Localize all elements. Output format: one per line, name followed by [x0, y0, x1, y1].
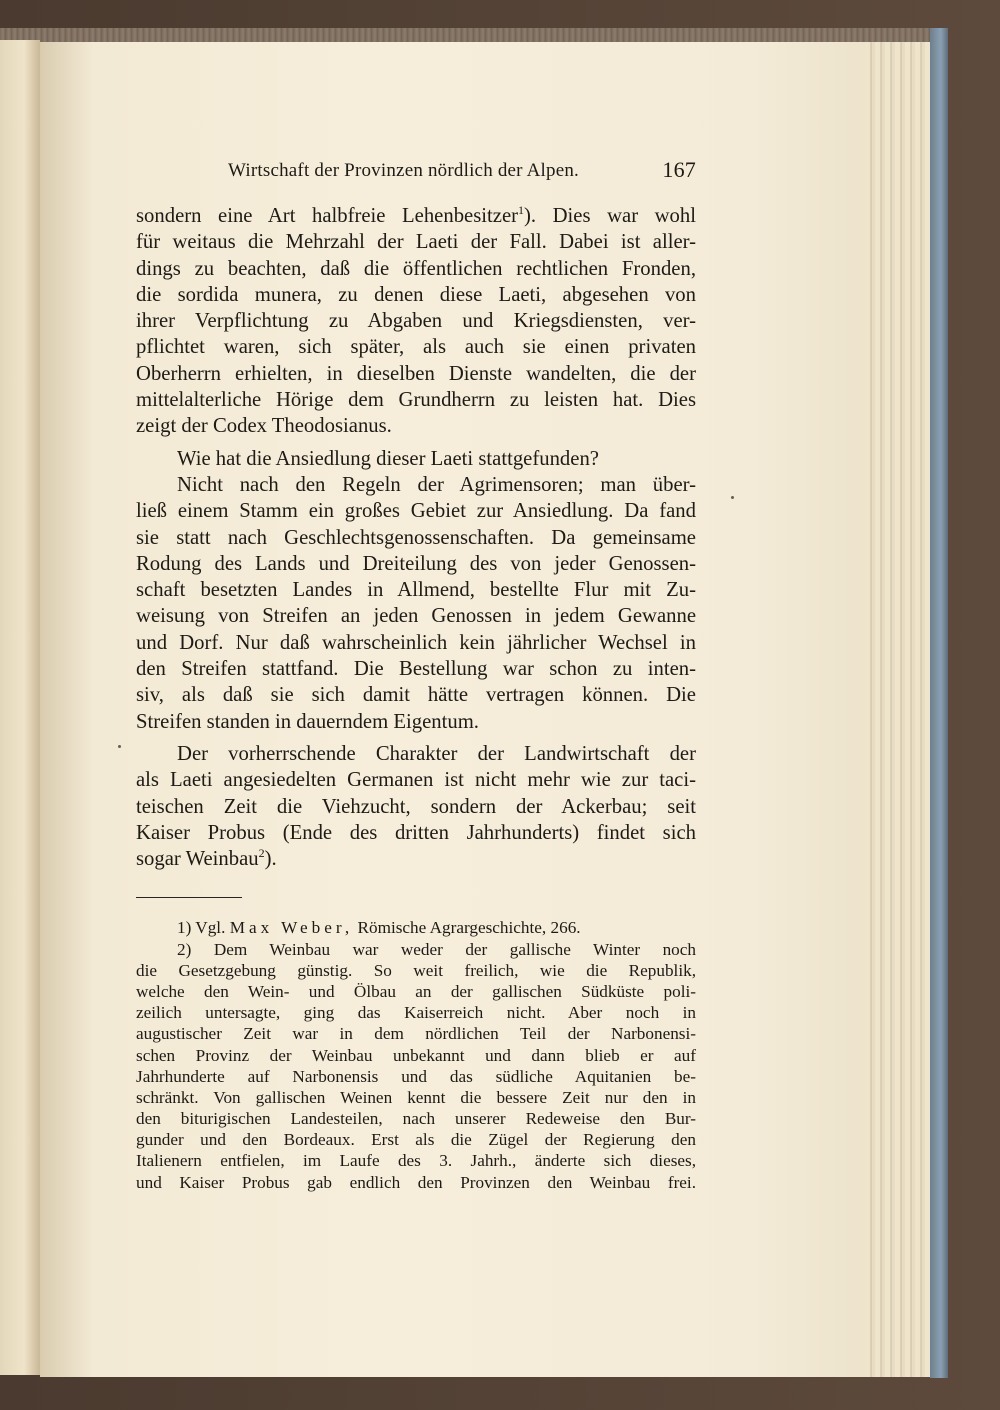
text-line: den Streifen stattfand. Die Bestellung war schon zu inten-: [136, 658, 696, 681]
footnote-2-line: Italienern entfielen, im Laufe des 3. Jahrh., änderte sich dieses,: [136, 1151, 696, 1171]
book-cover-top-edge: [0, 28, 948, 42]
text-line: pflichtet waren, sich später, als auch sie einen privaten: [136, 336, 696, 359]
footnote-2-line: und Kaiser Probus gab endlich den Provinzen den Weinbau frei.: [136, 1172, 696, 1192]
footnote-ref: 1: [518, 203, 525, 218]
text-line: Kaiser Probus (Ende des dritten Jahrhunderts) findet sich: [136, 821, 696, 844]
text-line: sogar Weinbau$^2$).: [136, 846, 277, 871]
footnote-separator: [136, 897, 242, 898]
text-line: die sordida munera, zu denen diese Laeti, abgesehen von: [136, 283, 696, 306]
text-line: mittelalterliche Hörige dem Grundherrn zu leisten hat. Dies: [136, 389, 696, 412]
text-line: siv, als daß sie sich damit hätte vertragen können. Die: [136, 684, 696, 707]
footnote-ref: 2: [258, 846, 265, 861]
text-line: Streifen standen in dauerndem Eigentum.: [136, 710, 479, 733]
text-line: zeigt der Codex Theodosianus.: [136, 415, 392, 438]
footnote-2-line: die Gesetzgebung günstig. So weit freilich, wie die Republik,: [136, 960, 696, 980]
running-head: [136, 155, 696, 191]
footnote-2-line: welche den Wein- und Ölbau an der gallischen Südküste poli-: [136, 981, 696, 1001]
speck: [118, 745, 121, 748]
footnote-2-line: schränkt. Von gallischen Weinen kennt die bessere Zeit nur den in: [136, 1087, 696, 1107]
running-title: Wirtschaft der Provinzen nördlich der Alpen.: [228, 160, 579, 181]
text-line: und Dorf. Nur daß wahrscheinlich kein jährlicher Wechsel in: [136, 631, 696, 654]
speck: [731, 496, 734, 499]
footnote-2-line: zeilich untersagte, ging das Kaiserreich nicht. Aber noch in: [136, 1003, 696, 1023]
footnote-1: 1) Vgl. Max Weber, Römische Agrargeschichte, 266.: [177, 918, 581, 938]
text-line: teischen Zeit die Viehzucht, sondern der Ackerbau; seit: [136, 795, 696, 818]
footnote-2-line: augustischer Zeit war in dem nördlichen Teil der Narbonensi-: [136, 1024, 696, 1044]
text-line: Nicht nach den Regeln der Agrimensoren; man über-: [177, 473, 696, 496]
page-stack-edges: [865, 42, 940, 1377]
text-line: ihrer Verpflichtung zu Abgaben und Kriegsdiensten, ver-: [136, 310, 696, 333]
footnote-2-line: gunder und den Bordeaux. Erst als die Zügel der Regierung den: [136, 1130, 696, 1150]
text-line: Rodung des Lands und Dreiteilung des von jeder Genossen-: [136, 552, 696, 575]
text-line: dings zu beachten, daß die öffentlichen rechtlichen Fronden,: [136, 257, 696, 280]
footnote-2-line: den biturigischen Landesteilen, nach unserer Redeweise den Bur-: [136, 1109, 696, 1129]
text-line: weisung von Streifen an jeden Genossen in jedem Gewanne: [136, 605, 696, 628]
text-line: schaft besetzten Landes in Allmend, bestellte Flur mit Zu-: [136, 579, 696, 602]
text-line: sie statt nach Geschlechtsgenossenschaften. Da gemeinsame: [136, 526, 696, 549]
left-page-edge: [0, 40, 40, 1375]
text-block: [136, 155, 696, 1193]
footnote-2-line: schen Provinz der Weinbau unbekannt und dann blieb er auf: [136, 1045, 696, 1065]
footnotes: [136, 917, 696, 1192]
text-line: Der vorherrschende Charakter der Landwirtschaft der: [177, 742, 696, 765]
body-text: [136, 203, 696, 872]
text-line: Oberherrn erhielten, in dieselben Dienste wandelten, die der: [136, 362, 696, 385]
text-line: für weitaus die Mehrzahl der Laeti der Fall. Dabei ist aller-: [136, 231, 696, 254]
text-line: Wie hat die Ansiedlung dieser Laeti stattgefunden?: [177, 447, 599, 470]
text-line: als Laeti angesiedelten Germanen ist nicht mehr wie zur taci-: [136, 769, 696, 792]
page-number: 167: [662, 157, 696, 182]
footnote-2-line: 2) Dem Weinbau war weder der gallische Winter noch: [177, 939, 696, 959]
footnote-2-line: Jahrhunderte auf Narbonensis und das südliche Aquitanien be-: [136, 1066, 696, 1086]
text-line: ließ einem Stamm ein großes Gebiet zur Ansiedlung. Da fand: [136, 500, 696, 523]
book-cover-right-edge: [930, 28, 948, 1378]
text-line: sondern eine Art halbfreie Lehenbesitzer$^1$). Dies war wohl: [136, 203, 696, 227]
